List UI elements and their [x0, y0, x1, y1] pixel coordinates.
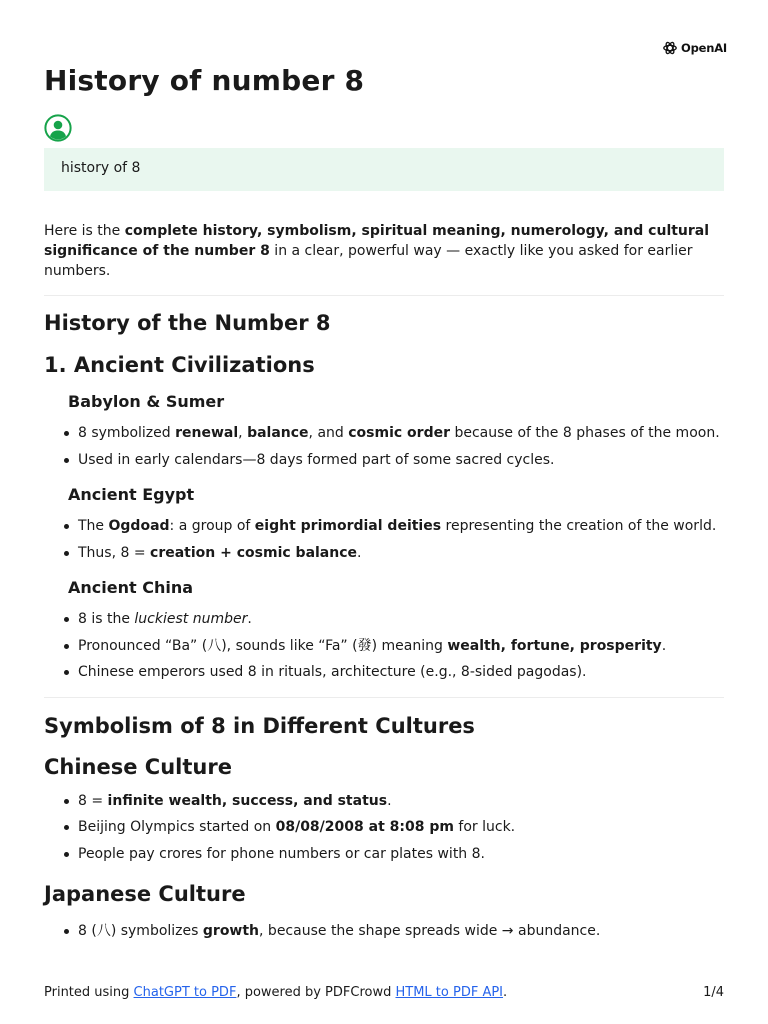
openai-logo-icon: [662, 40, 678, 56]
heading-ancient-china: Ancient China: [68, 578, 194, 597]
page-title: History of number 8: [44, 64, 365, 97]
divider: [44, 697, 724, 698]
chatgpt-to-pdf-link[interactable]: ChatGPT to PDF: [133, 985, 237, 1000]
list-babylon: [44, 423, 724, 476]
list-item: Pronounced “Ba” (八), sounds like “Fa” (發) meaning wealth, fortune, prosperity.: [44, 636, 724, 663]
list-item: Used in early calendars—8 days formed part of some sacred cycles.: [44, 450, 724, 477]
heading-ancient-egypt: Ancient Egypt: [68, 485, 195, 504]
list-china: [44, 609, 724, 689]
section-heading-symbolism: Symbolism of 8 in Different Cultures: [44, 713, 475, 738]
page-footer: Printed using ChatGPT to PDF, powered by PDFCrowd HTML to PDF API. 1/4: [44, 985, 724, 1000]
list-chinese-culture: [44, 791, 724, 871]
brand-name: OpenAI: [681, 41, 727, 55]
subheading-ancient-civilizations: 1. Ancient Civilizations: [44, 353, 315, 377]
list-japanese-culture: [44, 921, 724, 948]
list-item: Chinese emperors used 8 in rituals, architecture (e.g., 8-sided pagodas).: [44, 662, 724, 689]
list-item: The Ogdoad: a group of eight primordial deities representing the creation of the world.: [44, 516, 724, 543]
list-item: 8 (八) symbolizes growth, because the shape spreads wide → abundance.: [44, 921, 724, 948]
intro-paragraph: Here is the complete history, symbolism, spiritual meaning, numerology, and cultural significance of the number 8 in a clear, powerful way — exactly like you asked for earlier numbers.: [44, 223, 710, 279]
assistant-response: [44, 221, 724, 948]
section-heading-history: History of the Number 8: [44, 311, 331, 335]
list-egypt: [44, 516, 724, 569]
page-number: 1/4: [703, 985, 724, 1000]
list-item: 8 symbolized renewal, balance, and cosmic order because of the 8 phases of the moon.: [44, 423, 724, 450]
user-avatar-icon: [44, 114, 72, 142]
list-item: Beijing Olympics started on 08/08/2008 at 8:08 pm for luck.: [44, 817, 724, 844]
divider: [44, 295, 724, 296]
heading-babylon-sumer: Babylon & Sumer: [68, 392, 225, 411]
openai-logo: [662, 40, 727, 56]
user-prompt: history of 8: [44, 148, 724, 191]
list-item: Thus, 8 = creation + cosmic balance.: [44, 543, 724, 570]
heading-japanese-culture: Japanese Culture: [44, 882, 246, 906]
list-item: 8 = infinite wealth, success, and status.: [44, 791, 724, 818]
list-item: 8 is the luckiest number.: [44, 609, 724, 636]
list-item: People pay crores for phone numbers or car plates with 8.: [44, 844, 724, 871]
heading-chinese-culture: Chinese Culture: [44, 754, 232, 779]
html-to-pdf-api-link[interactable]: HTML to PDF API: [395, 985, 504, 1000]
